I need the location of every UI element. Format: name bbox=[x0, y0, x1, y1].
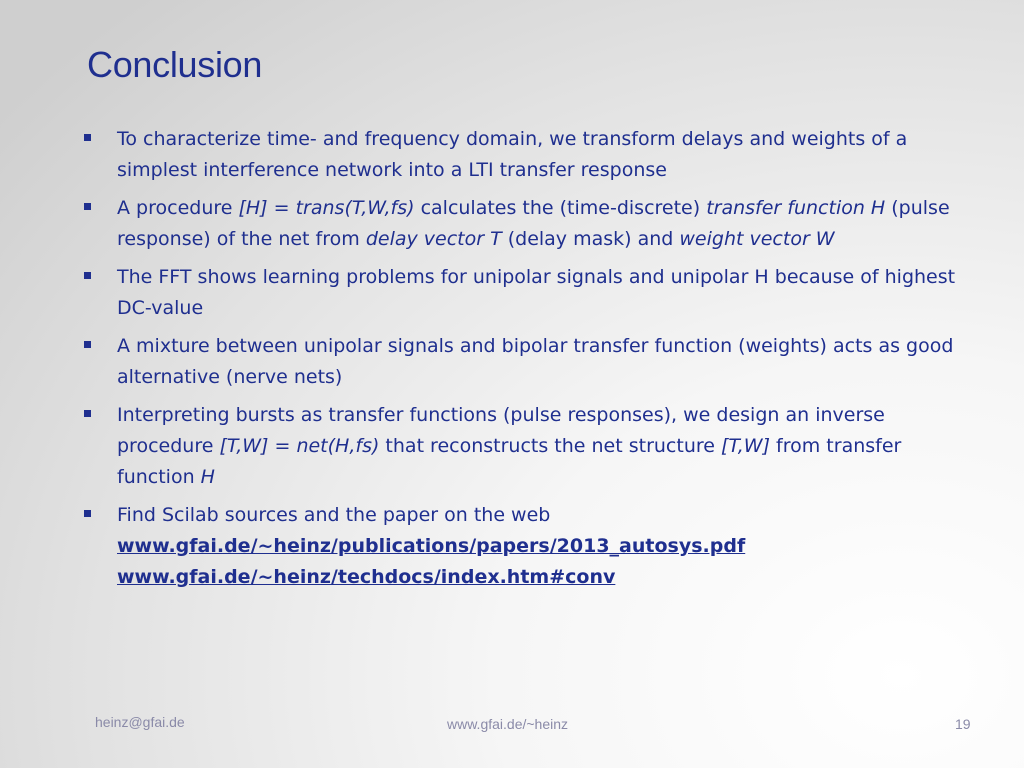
italic-term: delay vector T bbox=[365, 228, 502, 250]
italic-term: [H] = trans(T,W,fs) bbox=[238, 197, 415, 219]
bullet-marker-icon bbox=[84, 203, 91, 210]
bullet-text bbox=[117, 193, 970, 255]
text-segment: A mixture between unipolar signals and bipolar transfer function (weights) acts as good alternative (nerve nets) bbox=[117, 335, 954, 388]
text-segment: Find Scilab sources and the paper on the web bbox=[117, 504, 551, 526]
bullet-item bbox=[80, 124, 970, 186]
web-link[interactable]: www.gfai.de/~heinz/techdocs/index.htm#conv bbox=[117, 566, 616, 588]
text-segment: that reconstructs the net structure bbox=[379, 435, 721, 457]
page-number: 19 bbox=[955, 716, 971, 732]
bullet-item bbox=[80, 262, 970, 324]
bullet-marker-icon bbox=[84, 134, 91, 141]
slide-title: Conclusion bbox=[87, 44, 263, 85]
bullet-text bbox=[117, 331, 970, 393]
text-segment: calculates the (time-discrete) bbox=[414, 197, 707, 219]
footer-website: www.gfai.de/~heinz bbox=[447, 716, 569, 732]
bullet-marker-icon bbox=[84, 341, 91, 348]
footer-email: heinz@gfai.de bbox=[95, 714, 185, 730]
text-segment: A procedure bbox=[117, 197, 239, 219]
italic-term: [T,W] = net(H,fs) bbox=[219, 435, 380, 457]
bullet-marker-icon bbox=[84, 510, 91, 517]
bullet-marker-icon bbox=[84, 410, 91, 417]
bullet-text bbox=[117, 400, 970, 493]
text-segment: (pulse response) of the net from bbox=[117, 197, 950, 250]
italic-term: transfer function H bbox=[706, 197, 886, 219]
text-segment: (delay mask) and bbox=[501, 228, 680, 250]
bullet-marker-icon bbox=[84, 272, 91, 279]
bullet-item bbox=[80, 500, 970, 593]
bullet-text bbox=[117, 262, 970, 324]
text-segment: The FFT shows learning problems for unipolar signals and unipolar H because of highest DC-value bbox=[117, 266, 956, 319]
bullet-text bbox=[117, 500, 970, 593]
italic-term: weight vector W bbox=[679, 228, 835, 250]
web-link[interactable]: www.gfai.de/~heinz/publications/papers/2013_autosys.pdf bbox=[117, 535, 746, 557]
text-segment: Interpreting bursts as transfer functions (pulse responses), we design an inverse procedure bbox=[117, 404, 885, 457]
text-segment: from transfer function bbox=[117, 435, 902, 488]
italic-term: [T,W] bbox=[721, 435, 771, 457]
text-segment: To characterize time- and frequency domain, we transform delays and weights of a simplest interference network into a LTI transfer response bbox=[117, 128, 908, 181]
bullet-text bbox=[117, 124, 970, 186]
bullet-item bbox=[80, 400, 970, 493]
bullet-item bbox=[80, 331, 970, 393]
bullet-item bbox=[80, 193, 970, 255]
bullet-list bbox=[80, 124, 970, 600]
italic-term: H bbox=[200, 466, 215, 488]
